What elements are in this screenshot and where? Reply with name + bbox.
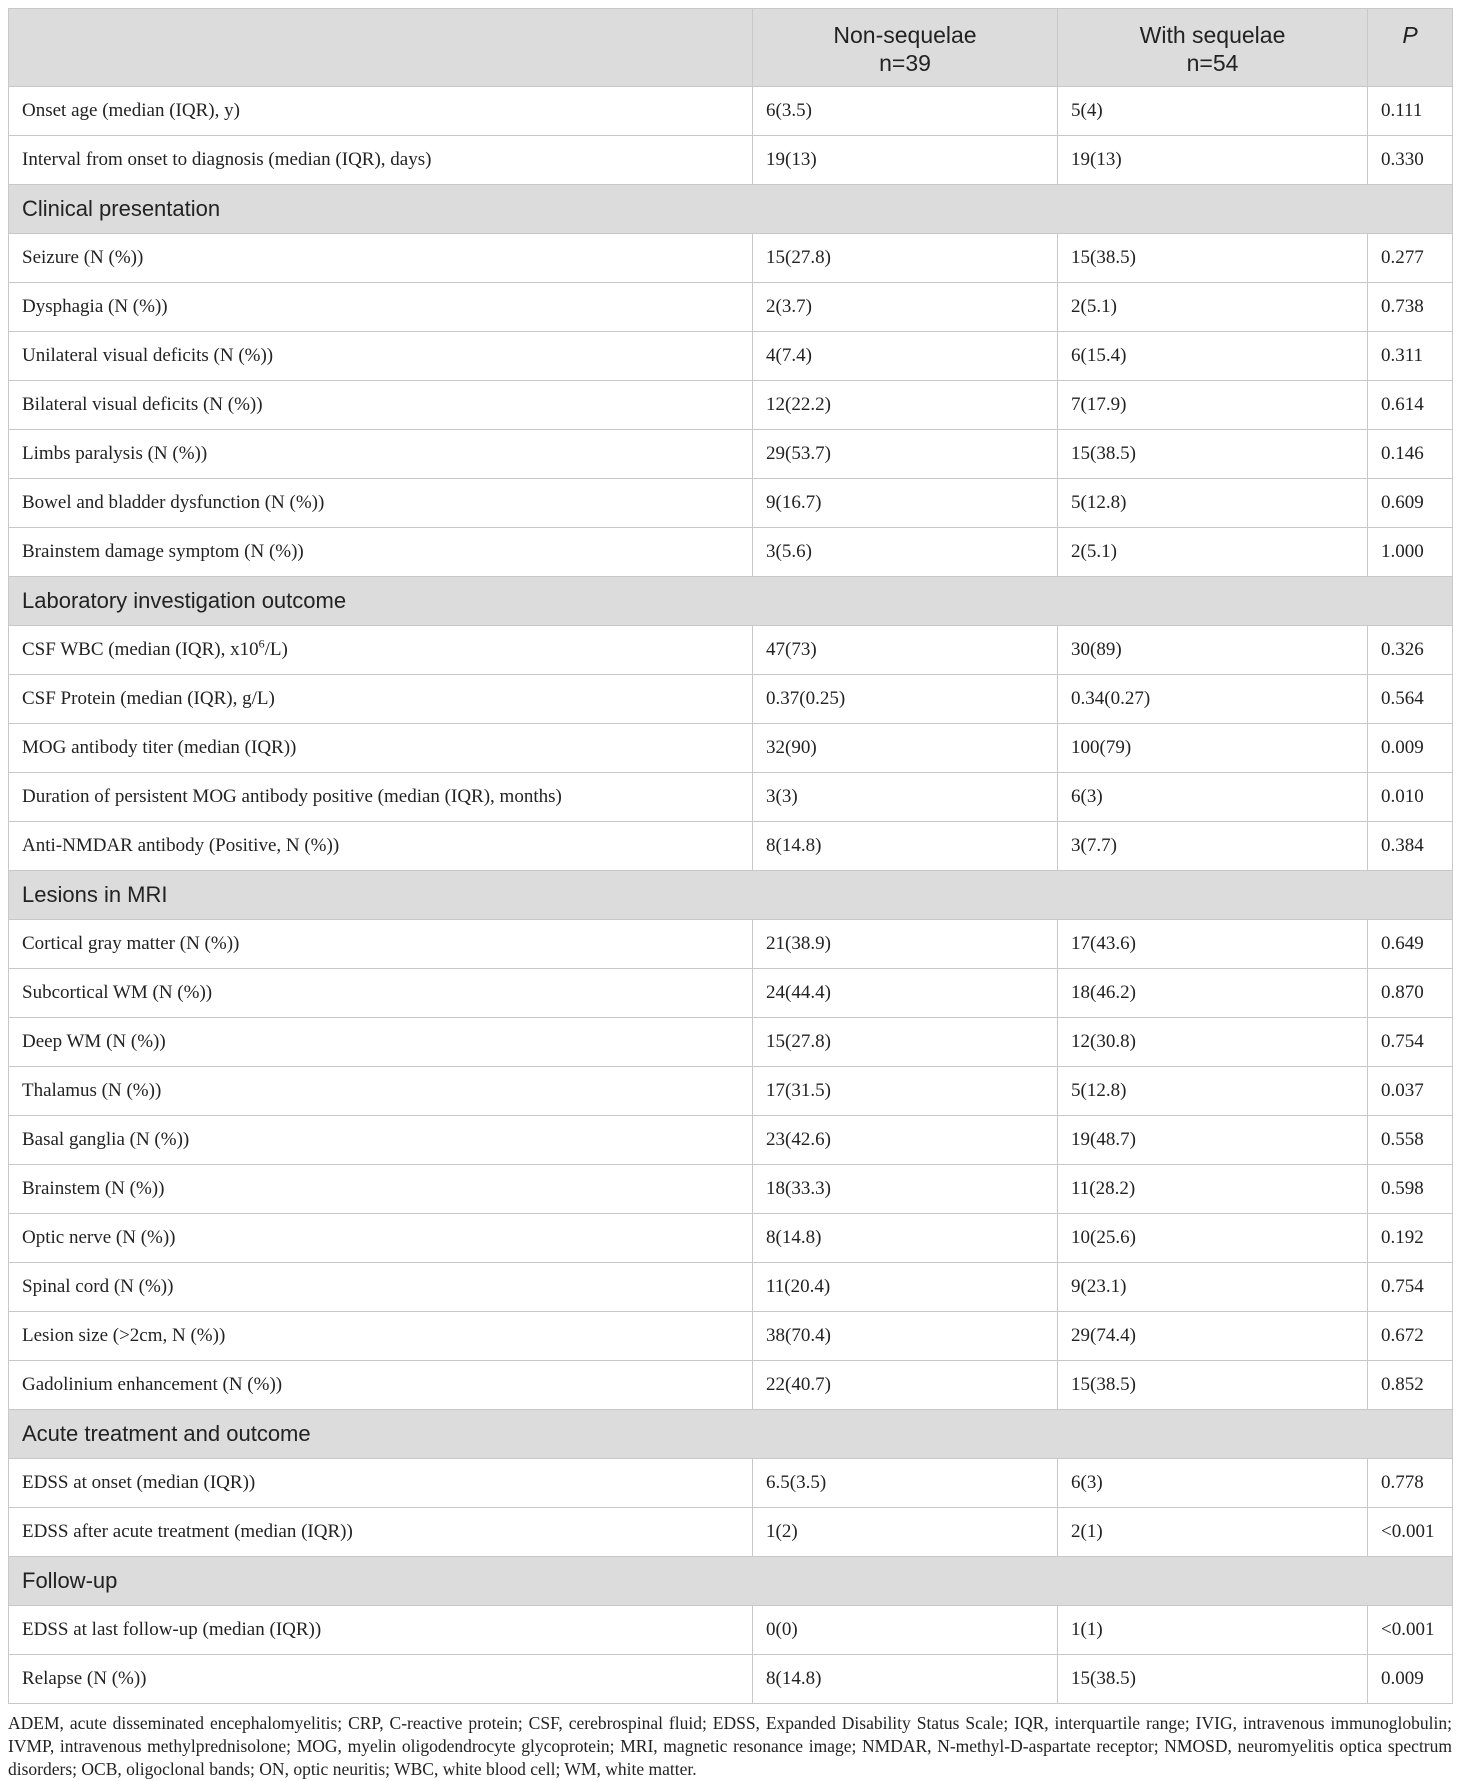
p-value: 0.598 [1368,1165,1453,1214]
row-label-text: Deep WM (N (%)) [22,1031,166,1052]
row-label [9,1067,753,1116]
row-label-suffix: /L) [264,639,288,660]
non-sequelae-value: 6(3.5) [753,87,1058,136]
non-sequelae-value: 22(40.7) [753,1361,1058,1410]
table-row [9,234,1453,283]
table-row [9,1067,1453,1116]
row-label-text: Bilateral visual deficits (N (%)) [22,394,263,415]
p-value: 0.192 [1368,1214,1453,1263]
non-sequelae-value: 15(27.8) [753,1018,1058,1067]
non-sequelae-value: 11(20.4) [753,1263,1058,1312]
with-sequelae-value: 5(12.8) [1058,479,1368,528]
non-sequelae-value: 3(5.6) [753,528,1058,577]
non-sequelae-value: 2(3.7) [753,283,1058,332]
row-label [9,87,753,136]
row-label-text: Brainstem (N (%)) [22,1178,165,1199]
with-sequelae-value: 100(79) [1058,724,1368,773]
header-with-sequelae-n: n=54 [1186,50,1239,76]
section-header-row [9,871,1453,920]
row-label [9,626,753,675]
with-sequelae-value: 30(89) [1058,626,1368,675]
row-label [9,1312,753,1361]
section-label: Clinical presentation [9,185,1453,234]
row-label-text: Gadolinium enhancement (N (%)) [22,1374,283,1395]
p-value: 0.010 [1368,773,1453,822]
table-row [9,528,1453,577]
row-label-text: Spinal cord (N (%)) [22,1276,174,1297]
section-header-row [9,185,1453,234]
p-value: 0.778 [1368,1459,1453,1508]
p-value: 0.146 [1368,430,1453,479]
non-sequelae-value: 24(44.4) [753,969,1058,1018]
table-footnote: ADEM, acute disseminated encephalomyelitis; CRP, C-reactive protein; CSF, cerebrospinal fluid; EDSS, Expanded Disability Status Scale; IQR, interquartile range; IVIG, intravenous immunoglobulin; IVMP, intravenous methylprednisolone; MOG, myelin oligodendrocyte glycoprotein; MRI, magnetic resonance image; NMDAR, N-methyl-D-aspartate receptor; NMOSD, neuromyelitis optica spectrum disorders; OCB, oligoclonal bands; ON, optic neuritis; WBC, white blood cell; WM, white matter. [8,1713,1452,1779]
non-sequelae-value: 8(14.8) [753,1655,1058,1704]
p-value: 0.330 [1368,136,1453,185]
with-sequelae-value: 10(25.6) [1058,1214,1368,1263]
row-label-text: Seizure (N (%)) [22,247,144,268]
sequelae-comparison-table [8,8,1453,1704]
table-row [9,430,1453,479]
row-label-text: Cortical gray matter (N (%)) [22,933,240,954]
p-value: 0.564 [1368,675,1453,724]
with-sequelae-value: 19(13) [1058,136,1368,185]
non-sequelae-value: 1(2) [753,1508,1058,1557]
with-sequelae-value: 9(23.1) [1058,1263,1368,1312]
table-row [9,920,1453,969]
row-label-text: Basal ganglia (N (%)) [22,1129,190,1150]
row-label [9,1606,753,1655]
with-sequelae-value: 0.34(0.27) [1058,675,1368,724]
row-label [9,430,753,479]
non-sequelae-value: 0.37(0.25) [753,675,1058,724]
with-sequelae-value: 6(3) [1058,1459,1368,1508]
row-label [9,920,753,969]
non-sequelae-value: 8(14.8) [753,822,1058,871]
row-label-superscript: 6 [258,636,265,651]
with-sequelae-value: 5(12.8) [1058,1067,1368,1116]
row-label [9,1165,753,1214]
table-row [9,1263,1453,1312]
non-sequelae-value: 12(22.2) [753,381,1058,430]
p-value: 0.277 [1368,234,1453,283]
non-sequelae-value: 9(16.7) [753,479,1058,528]
row-label-text: Duration of persistent MOG antibody positive (median (IQR), months) [22,786,562,807]
non-sequelae-value: 8(14.8) [753,1214,1058,1263]
p-value: <0.001 [1368,1606,1453,1655]
row-label [9,1508,753,1557]
p-value: 0.754 [1368,1263,1453,1312]
row-label [9,528,753,577]
table-body [9,87,1453,1704]
with-sequelae-value: 7(17.9) [1058,381,1368,430]
row-label [9,1263,753,1312]
table-row [9,1312,1453,1361]
p-value: 0.614 [1368,381,1453,430]
table-row [9,1116,1453,1165]
row-label-text: EDSS after acute treatment (median (IQR)) [22,1521,353,1542]
p-value: 0.009 [1368,1655,1453,1704]
row-label-text: Onset age (median (IQR), y) [22,100,240,121]
section-label: Laboratory investigation outcome [9,577,1453,626]
section-label: Acute treatment and outcome [9,1410,1453,1459]
p-value: 0.558 [1368,1116,1453,1165]
table-row [9,773,1453,822]
header-non-sequelae [753,9,1058,87]
header-p-value: P [1368,9,1453,87]
header-row [9,9,1453,87]
with-sequelae-value: 5(4) [1058,87,1368,136]
p-value: 0.852 [1368,1361,1453,1410]
p-value: 0.384 [1368,822,1453,871]
non-sequelae-value: 0(0) [753,1606,1058,1655]
with-sequelae-value: 1(1) [1058,1606,1368,1655]
row-label [9,381,753,430]
with-sequelae-value: 6(15.4) [1058,332,1368,381]
with-sequelae-value: 29(74.4) [1058,1312,1368,1361]
row-label [9,1214,753,1263]
non-sequelae-value: 17(31.5) [753,1067,1058,1116]
with-sequelae-value: 19(48.7) [1058,1116,1368,1165]
row-label [9,332,753,381]
with-sequelae-value: 2(5.1) [1058,528,1368,577]
non-sequelae-value: 4(7.4) [753,332,1058,381]
header-non-sequelae-label: Non-sequelae [833,22,977,48]
table-row [9,822,1453,871]
row-label-text: EDSS at onset (median (IQR)) [22,1472,256,1493]
row-label [9,773,753,822]
non-sequelae-value: 6.5(3.5) [753,1459,1058,1508]
with-sequelae-value: 11(28.2) [1058,1165,1368,1214]
row-label [9,675,753,724]
non-sequelae-value: 32(90) [753,724,1058,773]
section-header-row [9,1557,1453,1606]
with-sequelae-value: 2(1) [1058,1508,1368,1557]
with-sequelae-value: 18(46.2) [1058,969,1368,1018]
row-label-text: Brainstem damage symptom (N (%)) [22,541,304,562]
with-sequelae-value: 2(5.1) [1058,283,1368,332]
p-value: 0.326 [1368,626,1453,675]
header-non-sequelae-n: n=39 [879,50,931,76]
non-sequelae-value: 18(33.3) [753,1165,1058,1214]
p-value: 0.609 [1368,479,1453,528]
table-row [9,1165,1453,1214]
row-label [9,1459,753,1508]
row-label [9,479,753,528]
table-row [9,381,1453,430]
p-value: 0.870 [1368,969,1453,1018]
with-sequelae-value: 3(7.7) [1058,822,1368,871]
row-label-text: Subcortical WM (N (%)) [22,982,213,1003]
row-label-text: Relapse (N (%)) [22,1668,147,1689]
row-label [9,724,753,773]
row-label [9,1655,753,1704]
table-row [9,87,1453,136]
p-value: 0.738 [1368,283,1453,332]
p-value: <0.001 [1368,1508,1453,1557]
with-sequelae-value: 15(38.5) [1058,1361,1368,1410]
section-header-row [9,577,1453,626]
table-row [9,675,1453,724]
header-variable [9,9,753,87]
row-label-text: EDSS at last follow-up (median (IQR)) [22,1619,322,1640]
non-sequelae-value: 15(27.8) [753,234,1058,283]
row-label-text: CSF Protein (median (IQR), g/L) [22,688,275,709]
table-row [9,136,1453,185]
table-row [9,626,1453,675]
table-row [9,1214,1453,1263]
row-label [9,136,753,185]
row-label-text: CSF WBC (median (IQR), x10 [22,639,259,660]
section-label: Lesions in MRI [9,871,1453,920]
section-header-row [9,1410,1453,1459]
row-label-text: Limbs paralysis (N (%)) [22,443,208,464]
table-container [8,8,1452,1781]
non-sequelae-value: 23(42.6) [753,1116,1058,1165]
row-label [9,969,753,1018]
with-sequelae-value: 12(30.8) [1058,1018,1368,1067]
non-sequelae-value: 21(38.9) [753,920,1058,969]
table-row [9,1508,1453,1557]
row-label-text: Bowel and bladder dysfunction (N (%)) [22,492,325,513]
with-sequelae-value: 15(38.5) [1058,234,1368,283]
with-sequelae-value: 6(3) [1058,773,1368,822]
with-sequelae-value: 17(43.6) [1058,920,1368,969]
row-label-text: Interval from onset to diagnosis (median (IQR), days) [22,149,432,170]
row-label-text: Dysphagia (N (%)) [22,296,168,317]
table-row [9,1655,1453,1704]
row-label-text: Unilateral visual deficits (N (%)) [22,345,274,366]
table-row [9,332,1453,381]
table-row [9,283,1453,332]
table-row [9,1459,1453,1508]
row-label [9,1361,753,1410]
table-row [9,1606,1453,1655]
p-value: 0.311 [1368,332,1453,381]
header-with-sequelae-label: With sequelae [1139,22,1286,48]
row-label-text: Optic nerve (N (%)) [22,1227,176,1248]
header-with-sequelae [1058,9,1368,87]
row-label [9,1018,753,1067]
with-sequelae-value: 15(38.5) [1058,430,1368,479]
p-value: 0.649 [1368,920,1453,969]
row-label [9,1116,753,1165]
table-row [9,724,1453,773]
non-sequelae-value: 29(53.7) [753,430,1058,479]
row-label-text: Thalamus (N (%)) [22,1080,162,1101]
section-label: Follow-up [9,1557,1453,1606]
non-sequelae-value: 3(3) [753,773,1058,822]
p-value: 1.000 [1368,528,1453,577]
p-value: 0.672 [1368,1312,1453,1361]
p-value: 0.111 [1368,87,1453,136]
table-row [9,1018,1453,1067]
row-label [9,234,753,283]
row-label [9,283,753,332]
row-label [9,822,753,871]
table-row [9,1361,1453,1410]
row-label-text: MOG antibody titer (median (IQR)) [22,737,297,758]
table-row [9,479,1453,528]
row-label-text: Lesion size (>2cm, N (%)) [22,1325,226,1346]
row-label-text: Anti-NMDAR antibody (Positive, N (%)) [22,835,340,856]
p-value: 0.037 [1368,1067,1453,1116]
table-row [9,969,1453,1018]
with-sequelae-value: 15(38.5) [1058,1655,1368,1704]
non-sequelae-value: 38(70.4) [753,1312,1058,1361]
p-value: 0.009 [1368,724,1453,773]
p-value: 0.754 [1368,1018,1453,1067]
non-sequelae-value: 19(13) [753,136,1058,185]
non-sequelae-value: 47(73) [753,626,1058,675]
